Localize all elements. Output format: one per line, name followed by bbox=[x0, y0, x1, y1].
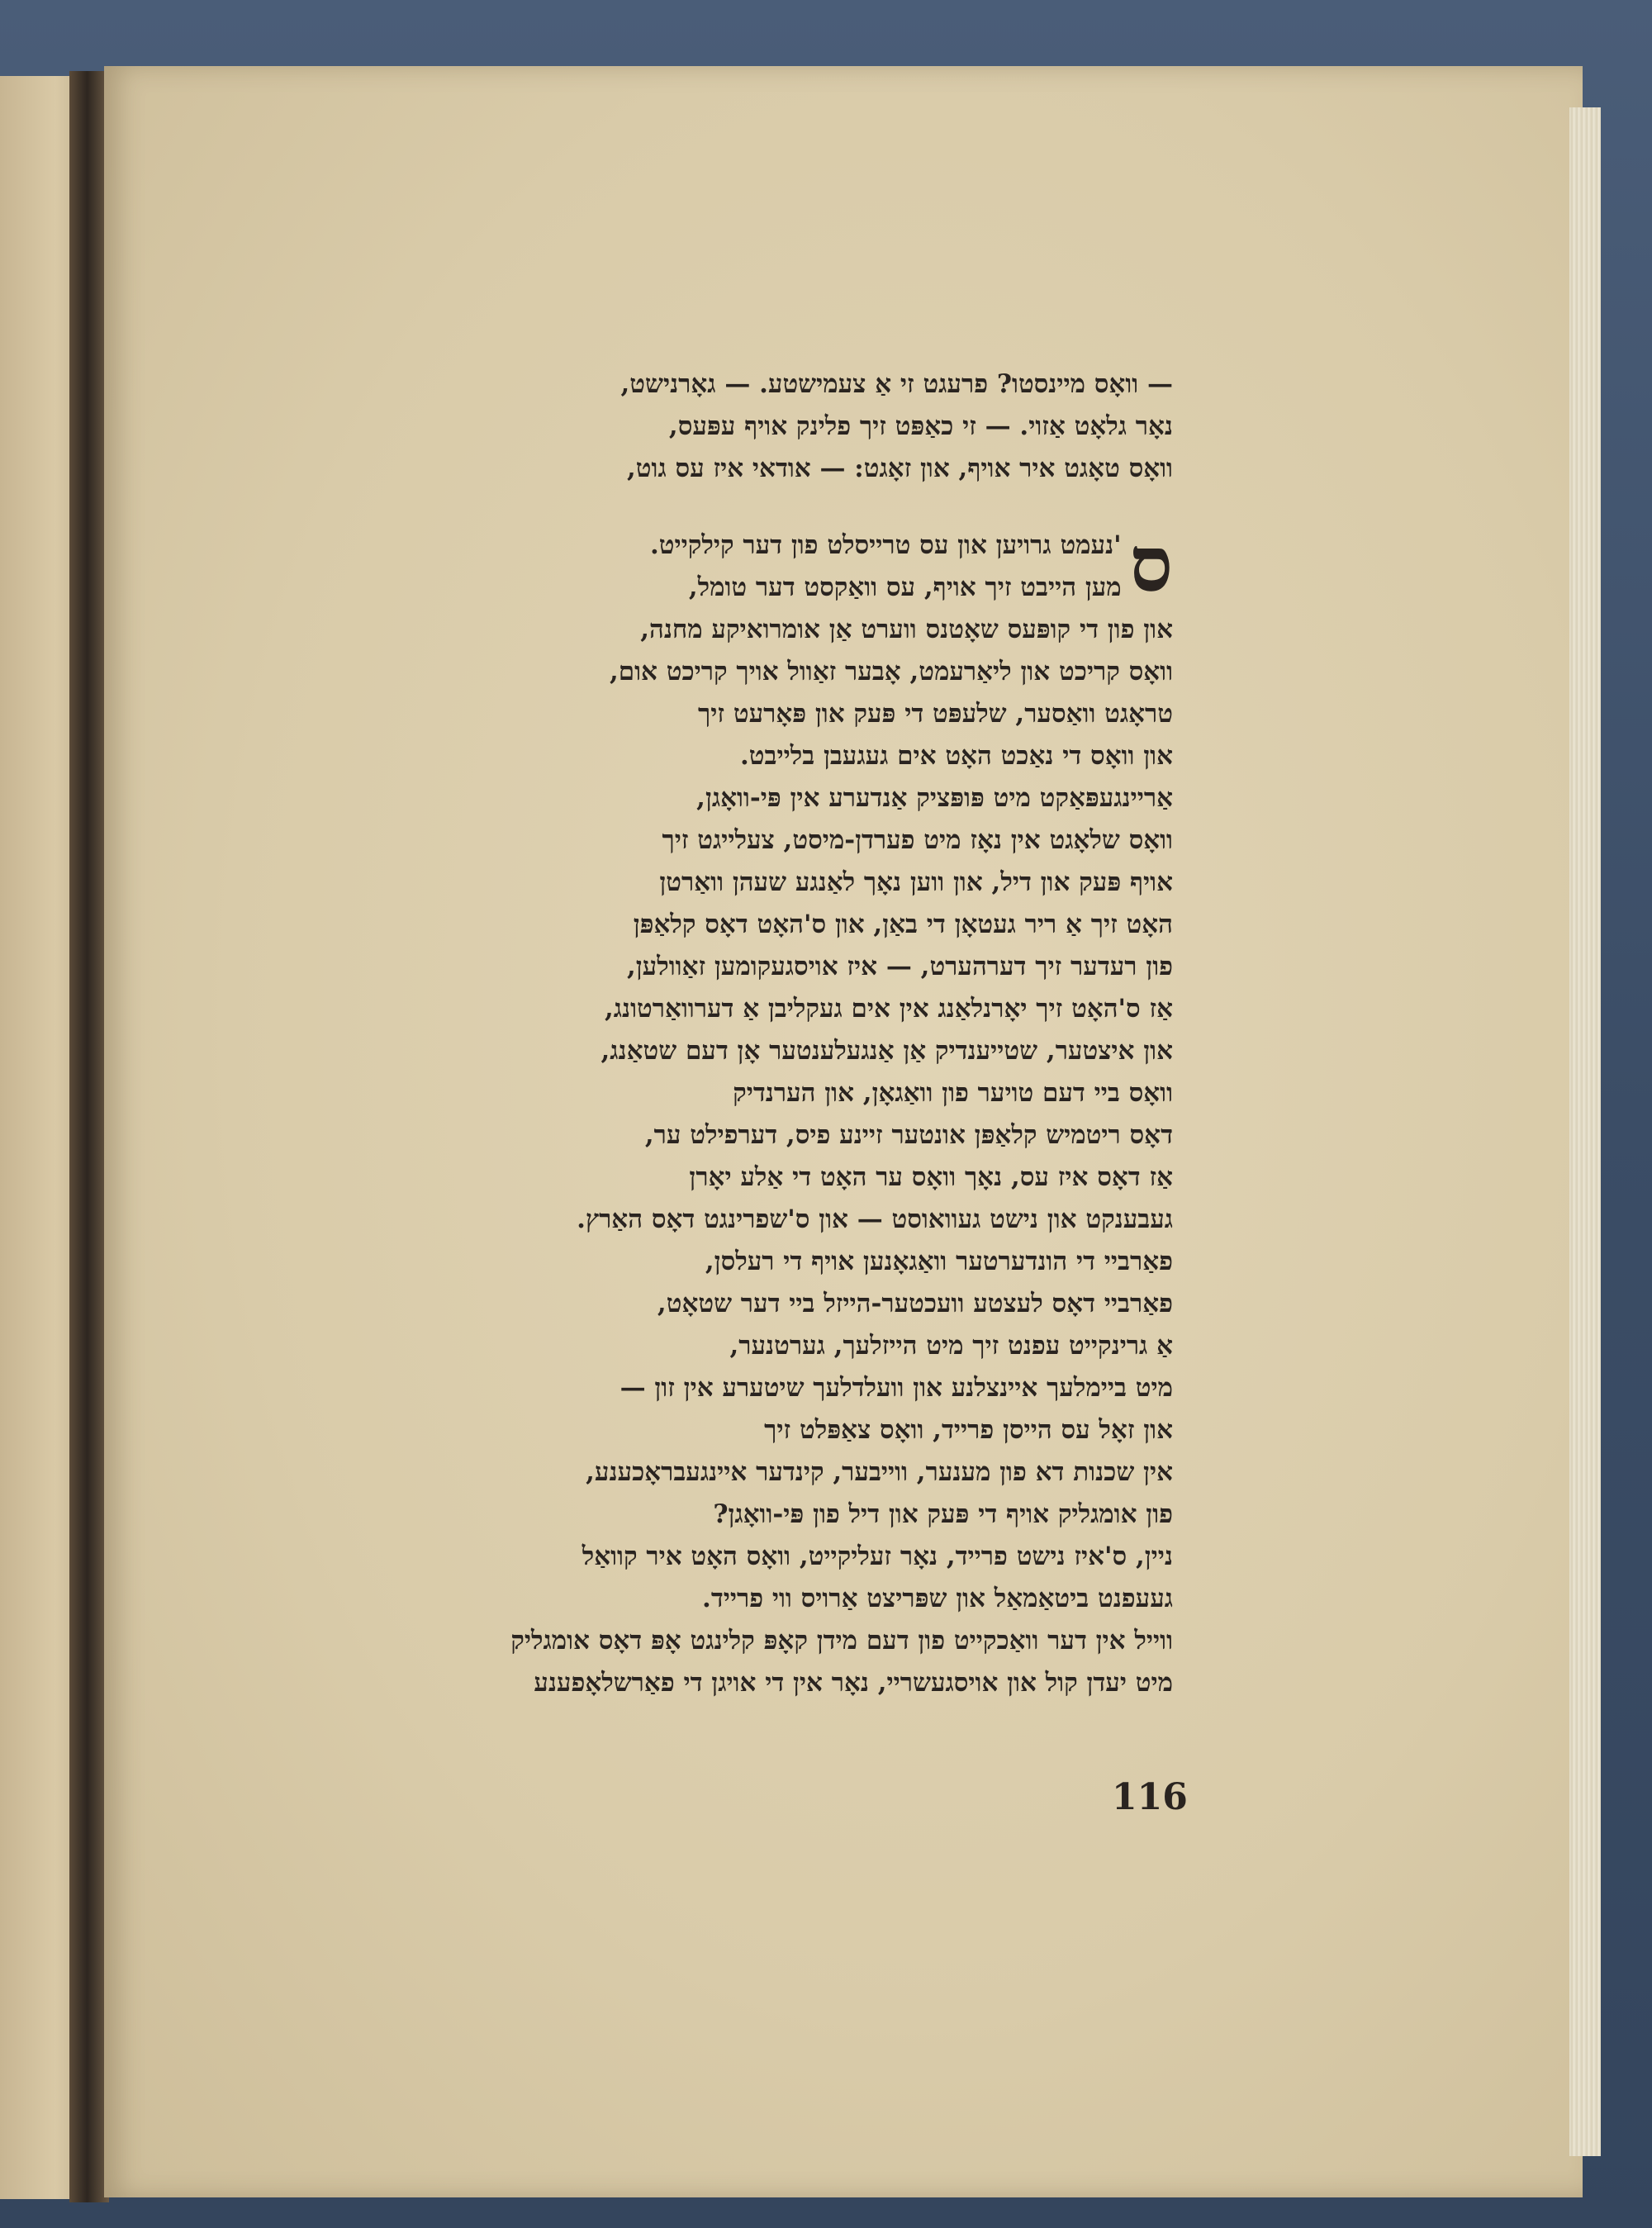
poem-line: טראָגט וואַסער, שלעפּט די פּעק און פּאָרעט זיך bbox=[698, 699, 1173, 729]
poem-line: מען הייבט זיך אויף, עס וואַקסט דער טומל, bbox=[688, 572, 1122, 602]
poem-line: און פון די קופּעס שאָטנס ווערט אַן אומרואיקע מחנה, bbox=[640, 615, 1173, 644]
poem-line: און וואָס די נאַכט האָט אים געגעבן בלייבט. bbox=[740, 741, 1173, 771]
poem-line: און זאָל עס הייסן פרייד, וואָס צאַפּלט זיך bbox=[764, 1415, 1173, 1445]
poem-line: פון רעדער זיך דערהערט, — איז אויסגעקומען זאַוולען, bbox=[626, 952, 1173, 981]
poem-line: מיט יעדן קול און אויסגעשריי, נאָר אין די אויגן די פאַרשלאָפענע bbox=[534, 1668, 1173, 1698]
poem-line: ווייל אין דער וואַכקייט פון דעם מידן קאָפּ קלינגט אָפּ דאָס אומגליק bbox=[510, 1626, 1173, 1656]
poem-line: וואָס ביי דעם טויער פון וואַגאָן, און הערנדיק bbox=[733, 1078, 1173, 1108]
drop-cap: ס bbox=[1129, 520, 1173, 609]
poem-line: וואָס קריכט און ליאַרעמט, אָבער זאַוול אויך קריכט אום, bbox=[609, 657, 1173, 686]
poem-line: ניין, ס'איז נישט פרייד, נאָר זעליקייט, וואָס האָט איר קוואַל bbox=[582, 1542, 1173, 1571]
poem-line: מיט ביימלעך איינצלנע און וועלדלעך שיטערע אין זון — bbox=[620, 1373, 1173, 1403]
page-block-edge bbox=[1569, 107, 1601, 2156]
poem-line: וואָס שלאָגט אין נאָז מיט פערדן-מיסט, צעלייגט זיך bbox=[662, 825, 1173, 855]
poem-line: אויף פּעק און דיל, און ווען נאָך לאַנגע שעהן וואַרטן bbox=[659, 867, 1173, 897]
poem-line: אַ גרינקייט עפנט זיך מיט הייזלעך, גערטנער, bbox=[729, 1331, 1173, 1361]
poem-line: דאָס ריטמיש קלאַפּן אונטער זיינע פיס, דערפילט ער, bbox=[644, 1120, 1173, 1150]
poem-line: האָט זיך אַ ריר געטאָן די באַן, און ס'האָט דאָס קלאַפּן bbox=[633, 910, 1173, 939]
poem-line: פאַרביי דאָס לעצטע וועכטער-הייזל ביי דער שטאָט, bbox=[657, 1289, 1173, 1318]
poem-text bbox=[380, 363, 1173, 1704]
poem-line: אַז ס'האָט זיך יאָרנלאַנג אין אים געקליבן אַ דערוואַרטונג, bbox=[604, 994, 1173, 1024]
poem-line: געעפנט ביטאַמאַל און שפּריצט אַרויס ווי פרייד. bbox=[702, 1584, 1173, 1613]
poem-line: אַריינגעפּאַקט מיט פּופּציק אַנדערע אין פּי-וואָגן, bbox=[696, 783, 1173, 813]
page-number: 116 bbox=[1112, 1776, 1188, 1818]
poem-line: און איצטער, שטייענדיק אַן אַנגעלענטער אָן דעם שטאַנג, bbox=[601, 1036, 1173, 1066]
poem-line: 'נעמט גרויען און עס טרייסלט פון דער קילקייט. bbox=[649, 530, 1122, 560]
poem-line: פון אומגליק אויף די פּעק און דיל פון פּי-וואָגן? bbox=[713, 1499, 1173, 1529]
poem-line: פאַרביי די הונדערטער וואַגאָנען אויף די רעלסן, bbox=[705, 1247, 1173, 1276]
poem-line: אין שכנות דא פון מענער, ווייבער, קינדער איינגעבראָכענע, bbox=[586, 1457, 1173, 1487]
poem-line: נאָר גלאָט אַזוי. — זי כאַפּט זיך פלינק אויף עפּעס, bbox=[668, 411, 1173, 441]
book-gutter bbox=[69, 71, 109, 2202]
stanza-one bbox=[380, 363, 1173, 490]
poem-line: וואָס טאָגט איר אויף, און זאָגט: — אודאי איז עס גוט, bbox=[627, 454, 1173, 483]
poem-line: אַז דאָס איז עס, נאָך וואָס ער האָט די אַלע יאָרן bbox=[689, 1162, 1173, 1192]
poem-line: — וואָס מיינסטו? פרעגט זי אַ צעמישטע. — גאָרנישט, bbox=[620, 369, 1173, 399]
poem-line: געבענקט און נישט געוואוסט — און ס'שפרינגט דאָס האַרץ. bbox=[577, 1204, 1173, 1234]
stanza-two bbox=[380, 520, 1173, 1704]
